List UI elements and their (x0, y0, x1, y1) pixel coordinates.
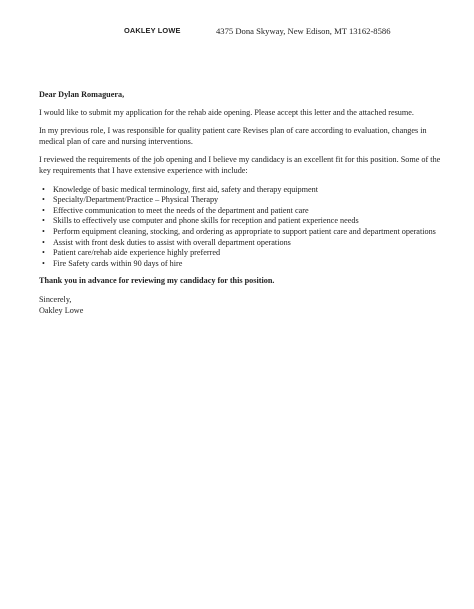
list-item (42, 184, 441, 196)
list-item (42, 237, 441, 249)
bullet-icon: • (42, 184, 45, 194)
bullet-icon: • (42, 216, 45, 226)
list-item (42, 248, 441, 259)
list-item-text: Assist with front desk duties to assist with overall department operations (53, 237, 291, 247)
bullet-icon: • (42, 248, 45, 258)
signoff: Sincerely, (39, 294, 72, 304)
list-item (42, 195, 441, 206)
list-item (42, 226, 441, 238)
signature-name: Oakley Lowe (39, 305, 84, 315)
bullet-icon: • (42, 258, 45, 268)
bullet-icon: • (42, 237, 45, 247)
letter-body (39, 90, 441, 316)
requirements-intro-paragraph: I reviewed the requirements of the job opening and I believe my candidacy is an excellent fit for this position. Some of the key requirements that I have extensive experience with include: (39, 155, 441, 175)
salutation: Dear Dylan Romaguera, (39, 90, 125, 99)
intro-paragraph: I would like to submit my application for the rehab aide opening. Please accept this letter and the attached resume. (39, 107, 414, 117)
closing-line: Thank you in advance for reviewing my candidacy for this position. (39, 276, 275, 286)
letter-header (0, 25, 474, 39)
bullet-icon: • (42, 195, 45, 205)
sender-name: OAKLEY LOWE (124, 26, 181, 35)
list-item (42, 258, 441, 270)
requirements-list (39, 185, 441, 270)
bullet-icon: • (42, 226, 45, 236)
list-item (42, 205, 441, 217)
list-item-text: Fire Safety cards within 90 days of hire (53, 258, 183, 268)
list-item-text: Patient care/rehab aide experience highly preferred (53, 248, 221, 258)
list-item-text: Specialty/Department/Practice – Physical Therapy (53, 195, 219, 205)
sender-address: 4375 Dona Skyway, New Edison, MT 13162-8586 (216, 26, 391, 36)
list-item-text: Skills to effectively use computer and phone skills for reception and patient experience needs (53, 216, 359, 226)
experience-paragraph: In my previous role, I was responsible for quality patient care Revises plan of care according to evaluation, changes in medical plan of care and nursing interventions. (39, 126, 427, 146)
list-item (42, 216, 441, 227)
list-item-text: Effective communication to meet the needs of the department and patient care (53, 205, 309, 215)
list-item-text: Knowledge of basic medical terminology, first aid, safety and therapy equipment (53, 184, 319, 194)
list-item-text: Perform equipment cleaning, stocking, and ordering as appropriate to support patient care and department operations (53, 226, 436, 236)
bullet-icon: • (42, 205, 45, 215)
